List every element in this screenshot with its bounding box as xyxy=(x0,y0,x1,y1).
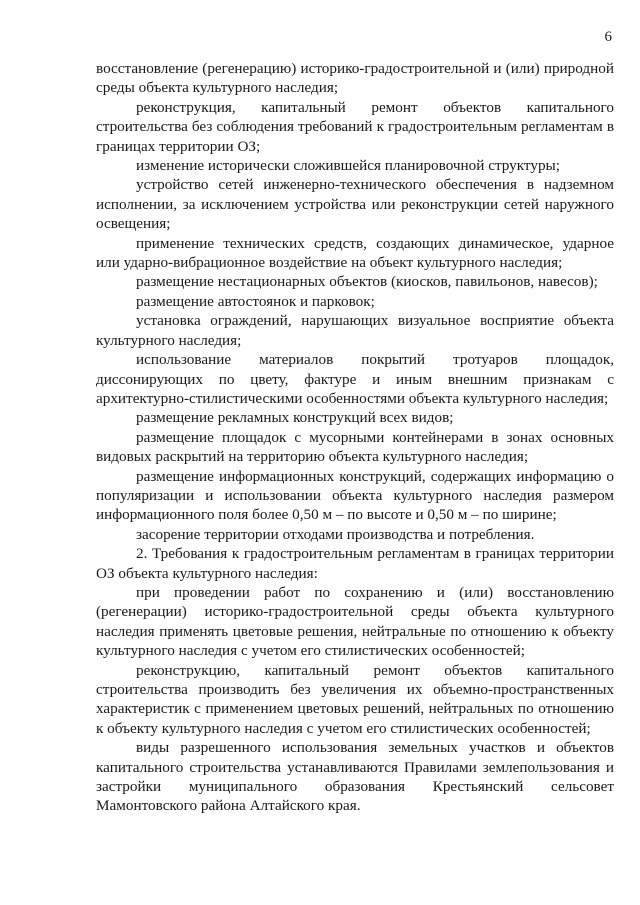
paragraph: изменение исторически сложившейся планировочной структуры; xyxy=(136,157,560,175)
paragraph: размещение нестационарных объектов (киосков, павильонов, навесов); xyxy=(136,273,598,291)
paragraph: использование материалов покрытий тротуаров площадок, диссонирующих по цвету, фактуре и иным внешним признакам с архитектурно-стилистическими особенностями объекта культурного наследия; xyxy=(96,351,614,407)
paragraph: реконструкция, капитальный ремонт объектов капитального строительства без соблюдения требований к градостроительным регламентам в границах территории ОЗ; xyxy=(96,98,614,155)
paragraph: размещение площадок с мусорными контейнерами в зонах основных видовых раскрытий на территорию объекта культурного наследия; xyxy=(96,428,614,466)
paragraph: размещение автостоянок и парковок; xyxy=(136,292,375,310)
paragraph: применение технических средств, создающих динамическое, ударное или ударно-вибрационное воздействие на объект культурного наследия; xyxy=(96,234,614,272)
paragraph: виды разрешенного использования земельных участков и объектов капитального строительства устанавливаются Правилами землепользования и застройки муниципального образования Крестьянский сельсовет Мамонтовского района Алтайского края. xyxy=(96,739,614,815)
paragraph: 2. Требования к градостроительным регламентам в границах территории ОЗ объекта культурного наследия: xyxy=(96,545,614,582)
paragraph: устройство сетей инженерно-технического обеспечения в надземном исполнении, за исключением устройства или реконструкции сетей наружного освещения; xyxy=(96,176,614,233)
paragraph: восстановление (регенерацию) историко-градостроительной и (или) природной среды объекта культурного наследия; xyxy=(96,60,614,97)
paragraph: при проведении работ по сохранению и (или) восстановлению (регенерации) историко-градостроительной среды объекта культурного наследия применять цветовые решения, нейтральные по отношению к объекту культурного наследия с учетом его стилистических особенностей; xyxy=(96,583,614,660)
document-body xyxy=(96,59,614,816)
page-number: 6 xyxy=(604,29,612,45)
paragraph: установка ограждений, нарушающих визуальное восприятие объекта культурного наследия; xyxy=(96,312,614,349)
paragraph: размещение информационных конструкций, содержащих информацию о популяризации и использовании объекта культурного наследия размером информационного поля более 0,50 м – по высоте и 0,50 м – по ширине; xyxy=(96,467,614,524)
paragraph: реконструкцию, капитальный ремонт объектов капитального строительства производить без увеличения их объемно-пространственных характеристик с применением цветовых решений, нейтральных по отношению к объекту культурного наследия с учетом его стилистических особенностей; xyxy=(96,661,614,737)
paragraph: размещение рекламных конструкций всех видов; xyxy=(136,409,454,427)
paragraph: засорение территории отходами производства и потребления. xyxy=(136,525,535,543)
